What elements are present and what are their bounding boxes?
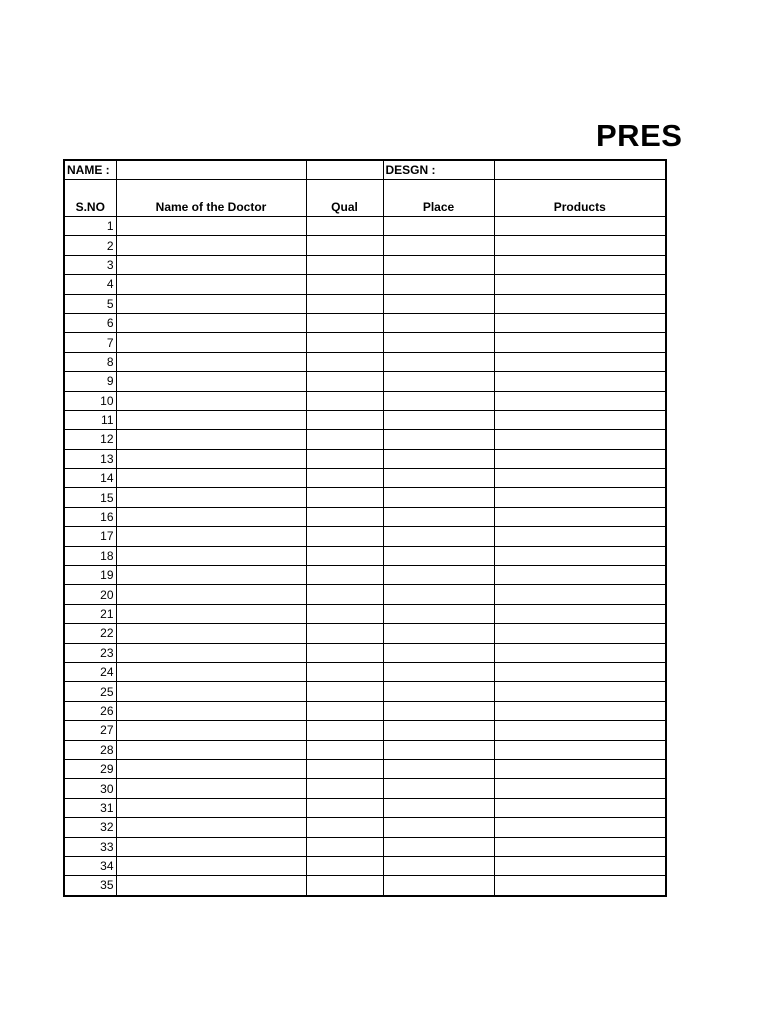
table-row [64,410,666,429]
doctor-name-cell[interactable] [116,876,306,896]
table-row [64,643,666,662]
qual-cell[interactable] [306,275,383,294]
qual-cell[interactable] [306,391,383,410]
products-cell[interactable] [494,759,666,778]
place-cell[interactable] [383,604,494,623]
table-row [64,294,666,313]
serial-number-cell: 25 [64,682,116,701]
products-cell[interactable] [494,313,666,332]
serial-number-cell: 34 [64,856,116,875]
qual-cell[interactable] [306,352,383,371]
table-row [64,217,666,236]
doctor-name-cell[interactable] [116,818,306,837]
table-row [64,818,666,837]
products-cell[interactable] [494,876,666,896]
column-header-row [64,180,666,217]
doctor-name-cell[interactable] [116,624,306,643]
table-row [64,876,666,896]
doctor-name-cell[interactable] [116,585,306,604]
table-row [64,682,666,701]
serial-number-cell: 15 [64,488,116,507]
table-row [64,333,666,352]
serial-number-cell: 11 [64,410,116,429]
doctor-name-cell[interactable] [116,352,306,371]
qual-cell[interactable] [306,721,383,740]
table-row [64,837,666,856]
doctor-name-cell[interactable] [116,488,306,507]
products-cell[interactable] [494,527,666,546]
doctor-name-cell[interactable] [116,566,306,585]
qual-cell[interactable] [306,585,383,604]
serial-number-cell: 17 [64,527,116,546]
products-cell[interactable] [494,333,666,352]
place-cell[interactable] [383,313,494,332]
table-row [64,488,666,507]
doctor-name-cell[interactable] [116,604,306,623]
products-cell[interactable] [494,352,666,371]
place-cell[interactable] [383,488,494,507]
col-header-products: Products [494,180,666,217]
place-cell[interactable] [383,410,494,429]
place-cell[interactable] [383,275,494,294]
qual-cell[interactable] [306,313,383,332]
place-cell[interactable] [383,352,494,371]
serial-number-cell: 18 [64,546,116,565]
qual-cell[interactable] [306,507,383,526]
serial-number-cell: 7 [64,333,116,352]
doctor-name-cell[interactable] [116,236,306,255]
table-row [64,759,666,778]
serial-number-cell: 3 [64,255,116,274]
table-row [64,430,666,449]
col-header-place: Place [383,180,494,217]
place-cell[interactable] [383,837,494,856]
place-cell[interactable] [383,585,494,604]
qual-cell[interactable] [306,856,383,875]
table-row [64,604,666,623]
table-row [64,721,666,740]
serial-number-cell: 12 [64,430,116,449]
place-cell[interactable] [383,740,494,759]
qual-cell[interactable] [306,643,383,662]
place-cell[interactable] [383,236,494,255]
products-cell[interactable] [494,430,666,449]
products-cell[interactable] [494,255,666,274]
doctor-name-cell[interactable] [116,837,306,856]
table-row [64,372,666,391]
qual-cell[interactable] [306,682,383,701]
products-cell[interactable] [494,294,666,313]
doctor-name-cell[interactable] [116,275,306,294]
doctor-name-cell[interactable] [116,391,306,410]
place-cell[interactable] [383,682,494,701]
place-cell[interactable] [383,876,494,896]
page-title: PRES [596,118,683,153]
doctor-name-cell[interactable] [116,662,306,681]
qual-cell[interactable] [306,759,383,778]
serial-number-cell: 10 [64,391,116,410]
products-cell[interactable] [494,818,666,837]
qual-cell[interactable] [306,333,383,352]
doctor-name-cell[interactable] [116,507,306,526]
table-row [64,740,666,759]
serial-number-cell: 2 [64,236,116,255]
place-cell[interactable] [383,546,494,565]
doctor-name-cell[interactable] [116,527,306,546]
place-cell[interactable] [383,217,494,236]
serial-number-cell: 35 [64,876,116,896]
serial-number-cell: 13 [64,449,116,468]
products-cell[interactable] [494,449,666,468]
qual-cell[interactable] [306,818,383,837]
place-cell[interactable] [383,779,494,798]
table-row [64,255,666,274]
place-cell[interactable] [383,643,494,662]
table-row [64,507,666,526]
products-cell[interactable] [494,604,666,623]
table-row [64,391,666,410]
qual-cell[interactable] [306,604,383,623]
table-row [64,313,666,332]
qual-cell[interactable] [306,566,383,585]
col-header-qual: Qual [306,180,383,217]
serial-number-cell: 29 [64,759,116,778]
place-cell[interactable] [383,662,494,681]
serial-number-cell: 32 [64,818,116,837]
products-cell[interactable] [494,798,666,817]
serial-number-cell: 16 [64,507,116,526]
qual-cell[interactable] [306,410,383,429]
serial-number-cell: 19 [64,566,116,585]
table-row [64,856,666,875]
doctor-name-cell[interactable] [116,721,306,740]
qual-cell[interactable] [306,294,383,313]
qual-cell[interactable] [306,488,383,507]
doctor-table [63,159,667,897]
products-cell[interactable] [494,566,666,585]
products-cell[interactable] [494,275,666,294]
desgn-label: DESGN : [383,160,494,180]
products-cell[interactable] [494,236,666,255]
serial-number-cell: 23 [64,643,116,662]
doctor-name-cell[interactable] [116,294,306,313]
doctor-name-cell[interactable] [116,333,306,352]
table-row [64,449,666,468]
doctor-name-cell[interactable] [116,546,306,565]
doctor-name-cell[interactable] [116,798,306,817]
products-cell[interactable] [494,779,666,798]
name-value-cell[interactable] [116,160,306,180]
doctor-name-cell[interactable] [116,740,306,759]
doctor-name-cell[interactable] [116,779,306,798]
place-cell[interactable] [383,624,494,643]
qual-cell[interactable] [306,372,383,391]
doctor-name-cell[interactable] [116,643,306,662]
place-cell[interactable] [383,818,494,837]
place-cell[interactable] [383,721,494,740]
place-cell[interactable] [383,294,494,313]
serial-number-cell: 21 [64,604,116,623]
table-row [64,585,666,604]
doctor-name-cell[interactable] [116,430,306,449]
products-cell[interactable] [494,643,666,662]
products-cell[interactable] [494,546,666,565]
serial-number-cell: 1 [64,217,116,236]
doctor-name-cell[interactable] [116,701,306,720]
col-header-sno: S.NO [64,180,116,217]
products-cell[interactable] [494,721,666,740]
qual-cell[interactable] [306,701,383,720]
doctor-name-cell[interactable] [116,217,306,236]
doctor-name-cell[interactable] [116,856,306,875]
qual-cell[interactable] [306,236,383,255]
qual-cell[interactable] [306,798,383,817]
products-cell[interactable] [494,740,666,759]
serial-number-cell: 6 [64,313,116,332]
products-cell[interactable] [494,488,666,507]
products-cell[interactable] [494,469,666,488]
serial-number-cell: 31 [64,798,116,817]
place-cell[interactable] [383,759,494,778]
products-cell[interactable] [494,391,666,410]
doctor-name-cell[interactable] [116,469,306,488]
doctor-name-cell[interactable] [116,410,306,429]
qual-cell[interactable] [306,779,383,798]
table-row [64,527,666,546]
place-cell[interactable] [383,372,494,391]
doctor-name-cell[interactable] [116,372,306,391]
products-cell[interactable] [494,856,666,875]
table-row [64,275,666,294]
doctor-name-cell[interactable] [116,759,306,778]
products-cell[interactable] [494,372,666,391]
qual-cell[interactable] [306,837,383,856]
serial-number-cell: 30 [64,779,116,798]
place-cell[interactable] [383,469,494,488]
table-row [64,779,666,798]
serial-number-cell: 33 [64,837,116,856]
col-header-doctor-name: Name of the Doctor [116,180,306,217]
products-cell[interactable] [494,701,666,720]
place-cell[interactable] [383,527,494,546]
table-row [64,566,666,585]
serial-number-cell: 4 [64,275,116,294]
place-cell[interactable] [383,507,494,526]
products-cell[interactable] [494,837,666,856]
products-cell[interactable] [494,410,666,429]
products-cell[interactable] [494,507,666,526]
qual-cell[interactable] [306,449,383,468]
place-cell[interactable] [383,255,494,274]
qual-cell[interactable] [306,662,383,681]
qual-cell[interactable] [306,624,383,643]
serial-number-cell: 27 [64,721,116,740]
table-row [64,469,666,488]
table-row [64,352,666,371]
place-cell[interactable] [383,449,494,468]
desgn-value-cell[interactable] [494,160,666,180]
serial-number-cell: 24 [64,662,116,681]
place-cell[interactable] [383,798,494,817]
qual-cell[interactable] [306,740,383,759]
products-cell[interactable] [494,624,666,643]
qual-cell[interactable] [306,876,383,896]
serial-number-cell: 5 [64,294,116,313]
table-row [64,624,666,643]
table-row [64,236,666,255]
name-spacer-cell [306,160,383,180]
serial-number-cell: 28 [64,740,116,759]
name-row [64,160,666,180]
serial-number-cell: 9 [64,372,116,391]
serial-number-cell: 22 [64,624,116,643]
place-cell[interactable] [383,391,494,410]
products-cell[interactable] [494,682,666,701]
qual-cell[interactable] [306,255,383,274]
table-row [64,701,666,720]
serial-number-cell: 20 [64,585,116,604]
place-cell[interactable] [383,701,494,720]
products-cell[interactable] [494,585,666,604]
qual-cell[interactable] [306,217,383,236]
doctor-name-cell[interactable] [116,313,306,332]
serial-number-cell: 14 [64,469,116,488]
products-cell[interactable] [494,662,666,681]
doctor-name-cell[interactable] [116,682,306,701]
place-cell[interactable] [383,430,494,449]
serial-number-cell: 8 [64,352,116,371]
products-cell[interactable] [494,217,666,236]
qual-cell[interactable] [306,469,383,488]
place-cell[interactable] [383,856,494,875]
qual-cell[interactable] [306,546,383,565]
table-row [64,546,666,565]
doctor-name-cell[interactable] [116,255,306,274]
table-row [64,662,666,681]
doctor-name-cell[interactable] [116,449,306,468]
place-cell[interactable] [383,566,494,585]
name-label: NAME : [64,160,116,180]
qual-cell[interactable] [306,430,383,449]
serial-number-cell: 26 [64,701,116,720]
table-row [64,798,666,817]
qual-cell[interactable] [306,527,383,546]
place-cell[interactable] [383,333,494,352]
